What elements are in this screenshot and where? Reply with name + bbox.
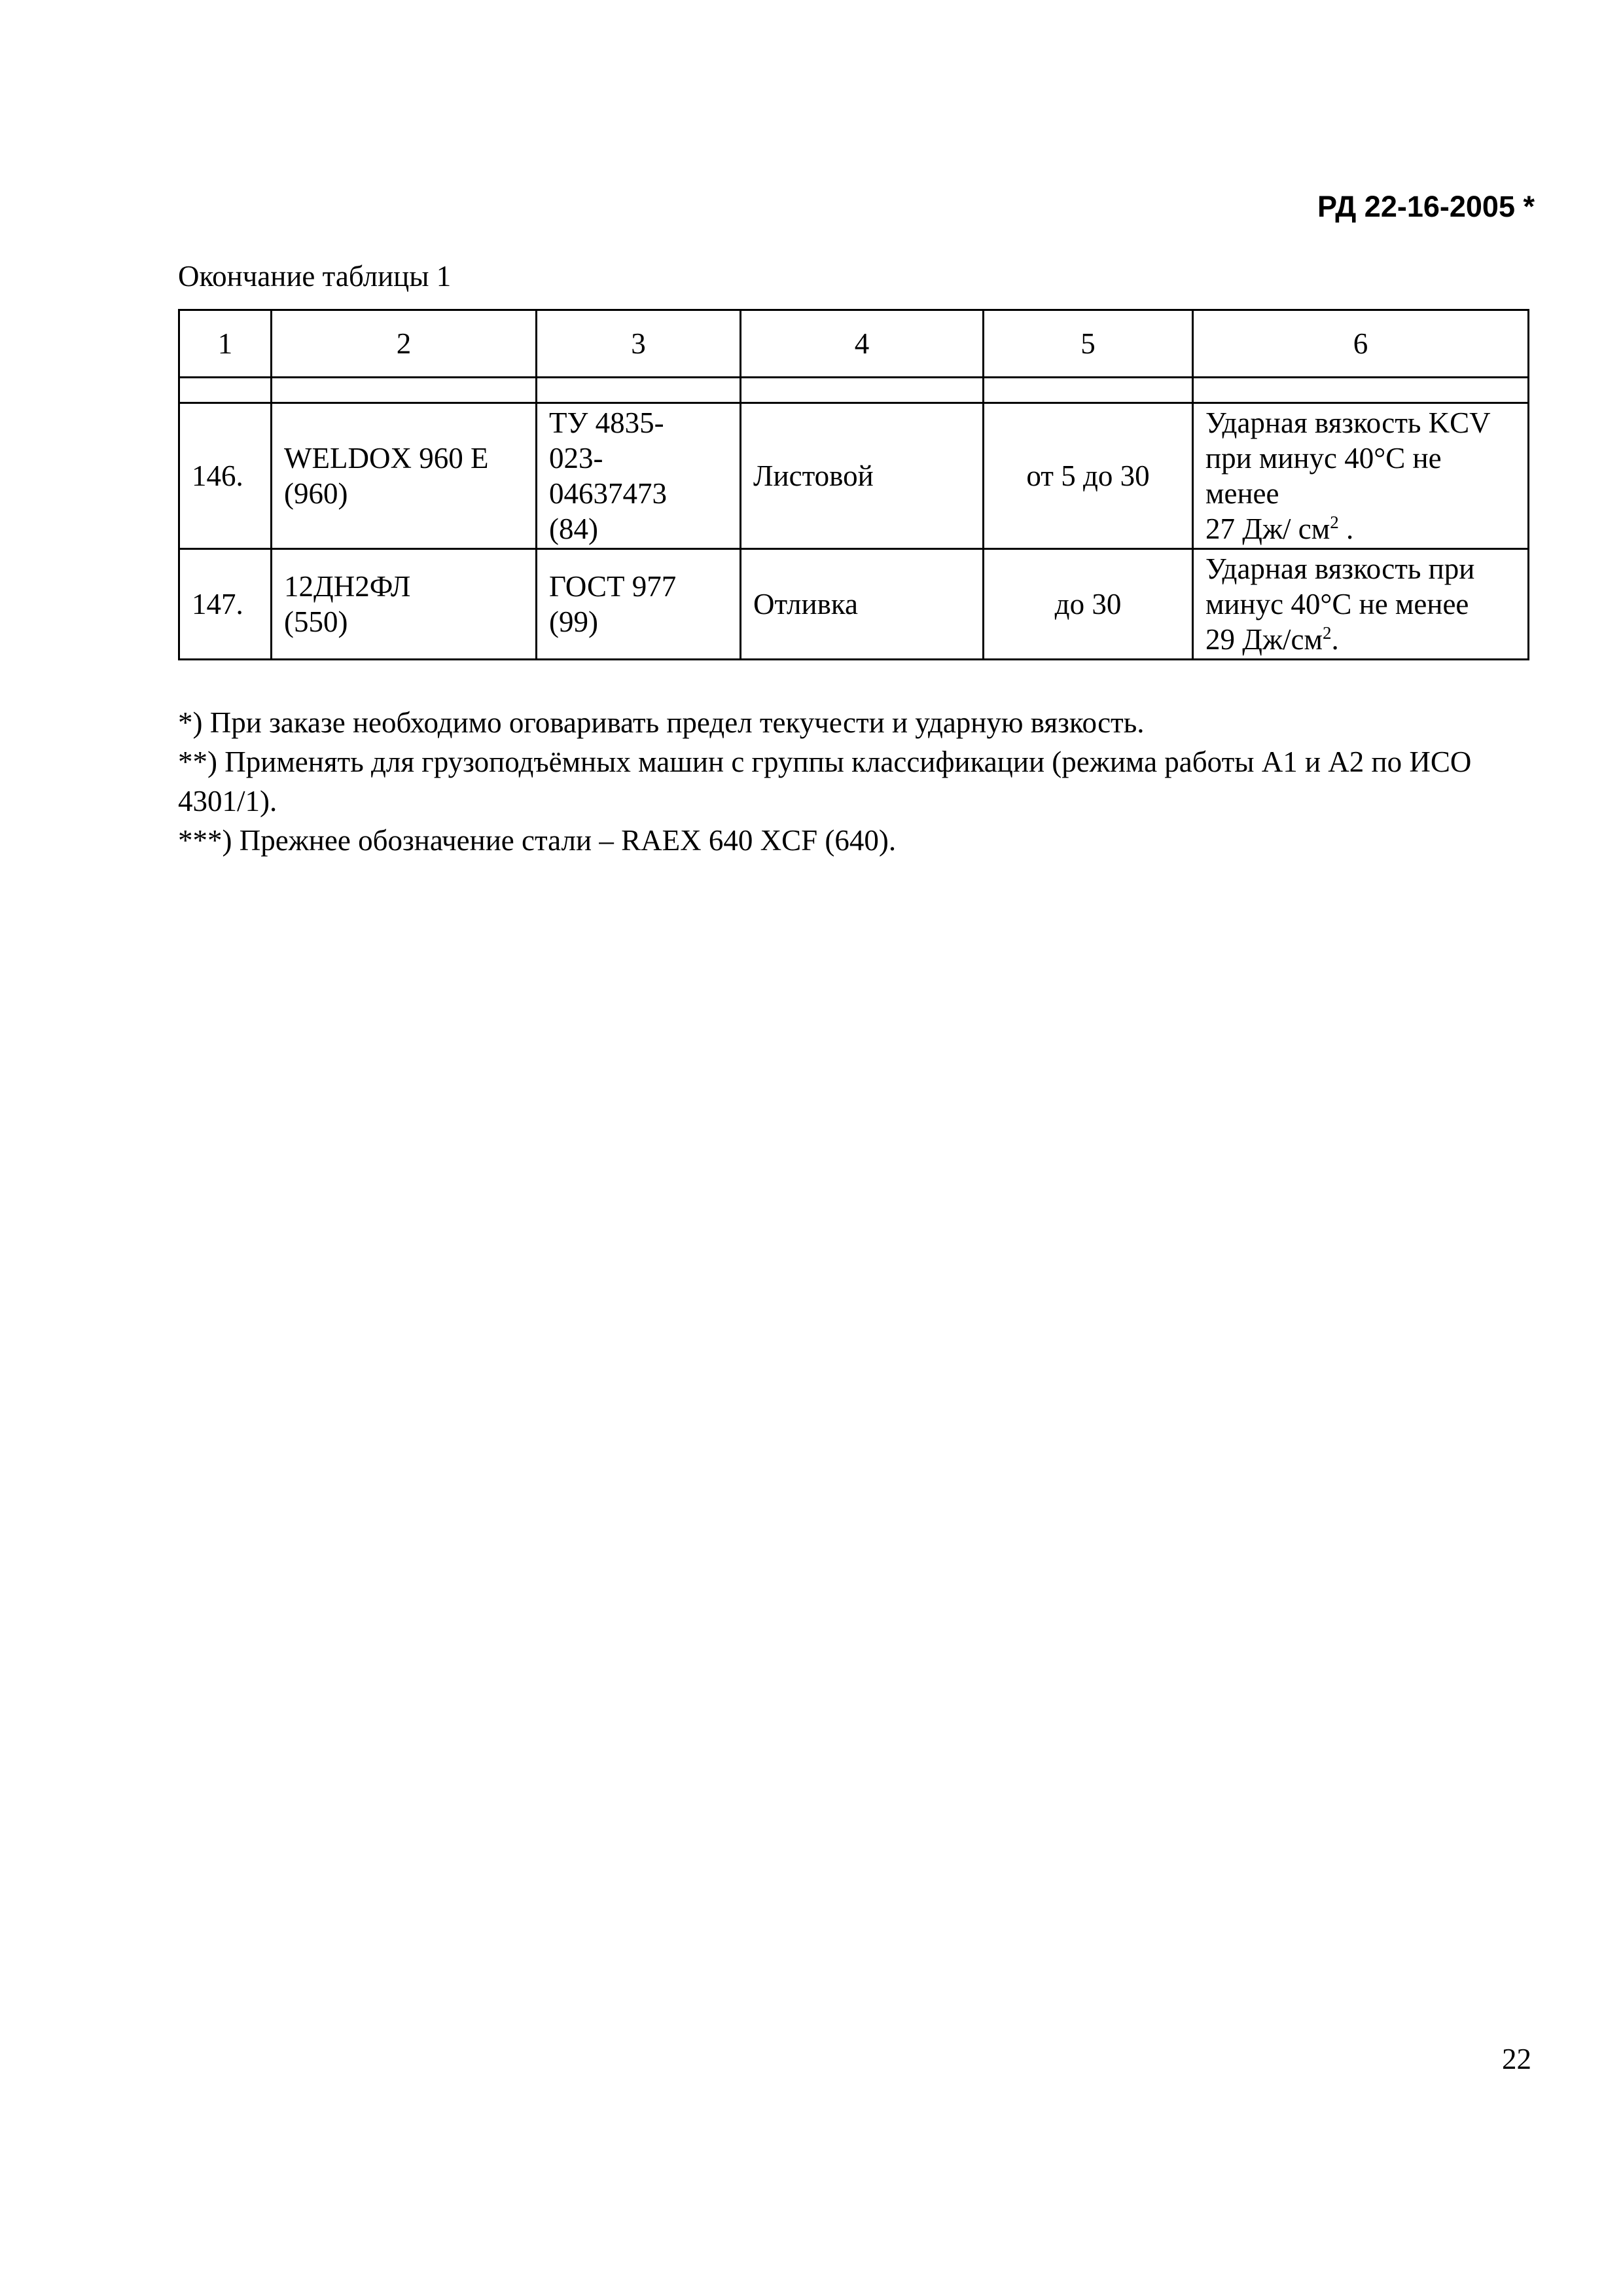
form-cell: Листовой	[741, 403, 984, 549]
column-number-5: 5	[984, 310, 1193, 378]
materials-table	[178, 309, 1529, 660]
material-grade: (960)	[284, 477, 348, 510]
note-unit-end: .	[1338, 512, 1354, 545]
form-cell: Отливка	[741, 549, 984, 660]
standard-cell	[537, 549, 741, 660]
note-line: минус 40°С не менее	[1205, 588, 1469, 620]
material-grade: (550)	[284, 605, 348, 638]
standard-line: 04637473	[549, 477, 667, 510]
note-line: Ударная вязкость при	[1205, 552, 1475, 585]
note-cell	[1193, 549, 1529, 660]
table-row	[179, 403, 1529, 549]
note-line-with-unit	[1205, 622, 1516, 657]
note-line: при минус 40°С не	[1205, 442, 1442, 475]
standard-line: (99)	[549, 605, 598, 638]
note-unit-text: 27 Дж/ см	[1205, 512, 1330, 545]
column-number-1: 1	[179, 310, 272, 378]
footnote-2: **) Применять для грузоподъёмных машин с группы классификации (режима работы А1 и А2 по ИСО 4301/1).	[178, 745, 1472, 817]
standard-line: ГОСТ 977	[549, 570, 677, 603]
thickness-cell: до 30	[984, 549, 1193, 660]
material-name: 12ДН2ФЛ	[284, 570, 411, 603]
row-number: 146.	[179, 403, 272, 549]
column-number-4: 4	[741, 310, 984, 378]
document-code: РД 22-16-2005 *	[1317, 190, 1535, 223]
page-number: 22	[1502, 2043, 1531, 2075]
thickness-cell: от 5 до 30	[984, 403, 1193, 549]
note-line: менее	[1205, 477, 1279, 510]
table-header-row	[179, 310, 1529, 378]
material-cell	[272, 403, 537, 549]
note-unit-end: .	[1331, 623, 1339, 656]
footnote-1: *) При заказе необходимо оговаривать предел текучести и ударную вязкость.	[178, 706, 1145, 739]
note-unit-superscript: 2	[1330, 512, 1339, 532]
standard-cell	[537, 403, 741, 549]
table-row	[179, 549, 1529, 660]
footnotes	[178, 704, 1529, 860]
note-cell	[1193, 403, 1529, 549]
material-name: WELDOX 960 E	[284, 442, 489, 475]
footnote-3: ***) Прежнее обозначение стали – RAEX 640 XCF (640).	[178, 823, 897, 857]
note-unit-text: 29 Дж/см	[1205, 623, 1323, 656]
standard-line: 023-	[549, 442, 603, 475]
note-line: Ударная вязкость KCV	[1205, 406, 1491, 439]
column-number-6: 6	[1193, 310, 1529, 378]
table-caption: Окончание таблицы 1	[178, 260, 452, 293]
table-spacer	[179, 378, 1529, 403]
material-cell	[272, 549, 537, 660]
column-number-2: 2	[272, 310, 537, 378]
standard-line: ТУ 4835-	[549, 406, 664, 439]
standard-line: (84)	[549, 512, 598, 545]
note-line-with-unit	[1205, 511, 1516, 547]
note-unit-superscript: 2	[1323, 623, 1332, 643]
column-number-3: 3	[537, 310, 741, 378]
row-number: 147.	[179, 549, 272, 660]
